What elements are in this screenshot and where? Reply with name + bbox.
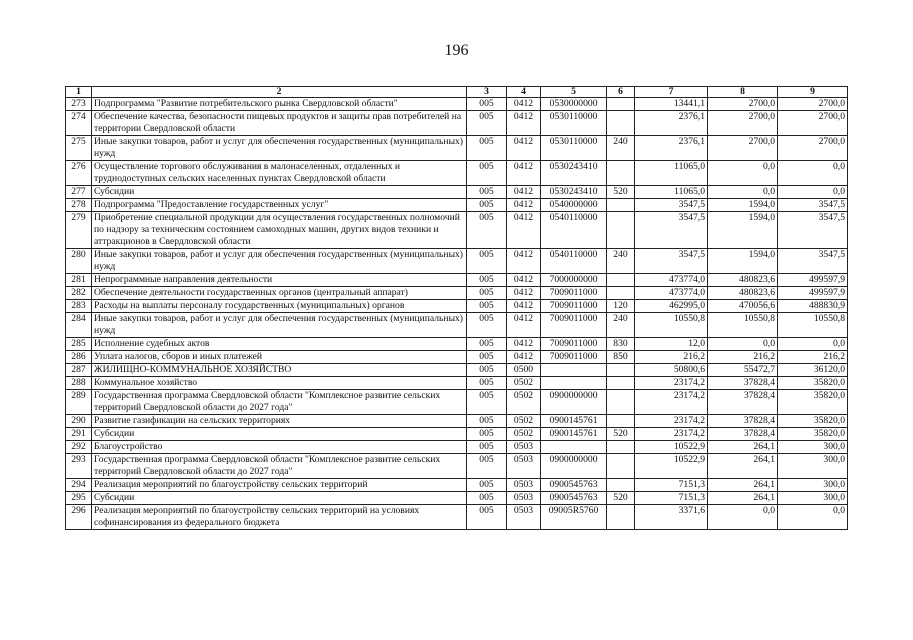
target-article-code: 0900145761 (541, 428, 607, 441)
target-article-code: 7000000000 (541, 274, 607, 287)
table-row (66, 199, 848, 212)
target-article-code: 0540110000 (541, 249, 607, 274)
ministry-code: 005 (467, 249, 507, 274)
amount-year-1: 3547,5 (635, 249, 708, 274)
section-code: 0502 (507, 390, 541, 415)
target-article-code: 7009011000 (541, 351, 607, 364)
table-row (66, 377, 848, 390)
amount-year-1: 3547,5 (635, 212, 708, 249)
amount-year-1: 473774,0 (635, 274, 708, 287)
amount-year-2: 480823,6 (708, 274, 778, 287)
amount-year-3: 300,0 (778, 492, 848, 505)
row-number: 293 (66, 454, 92, 479)
amount-year-2: 37828,4 (708, 428, 778, 441)
target-article-code: 0530110000 (541, 111, 607, 136)
section-code: 0412 (507, 136, 541, 161)
section-code: 0412 (507, 274, 541, 287)
table-row (66, 98, 848, 111)
amount-year-3: 36120,0 (778, 364, 848, 377)
target-article-code: 0900000000 (541, 454, 607, 479)
column-header: 3 (467, 87, 507, 98)
expense-type-code: 240 (607, 136, 635, 161)
amount-year-2: 10550,8 (708, 313, 778, 338)
section-code: 0502 (507, 415, 541, 428)
column-header: 4 (507, 87, 541, 98)
amount-year-1: 10550,8 (635, 313, 708, 338)
row-description: Исполнение судебных актов (92, 338, 467, 351)
column-header: 8 (708, 87, 778, 98)
table-row (66, 111, 848, 136)
amount-year-3: 0,0 (778, 505, 848, 530)
row-number: 276 (66, 161, 92, 186)
target-article-code (541, 441, 607, 454)
row-number: 283 (66, 300, 92, 313)
ministry-code: 005 (467, 351, 507, 364)
table-row (66, 441, 848, 454)
amount-year-1: 7151,3 (635, 479, 708, 492)
section-code: 0503 (507, 454, 541, 479)
expense-type-code (607, 505, 635, 530)
expense-type-code: 240 (607, 249, 635, 274)
amount-year-3: 35820,0 (778, 415, 848, 428)
section-code: 0412 (507, 111, 541, 136)
amount-year-1: 462995,0 (635, 300, 708, 313)
table-row (66, 351, 848, 364)
target-article-code: 0900545763 (541, 492, 607, 505)
row-number: 289 (66, 390, 92, 415)
row-number: 282 (66, 287, 92, 300)
amount-year-3: 488830,9 (778, 300, 848, 313)
row-description: Субсидии (92, 186, 467, 199)
table-header-row (66, 87, 848, 98)
expense-type-code (607, 454, 635, 479)
amount-year-3: 3547,5 (778, 212, 848, 249)
section-code: 0503 (507, 441, 541, 454)
expense-type-code: 830 (607, 338, 635, 351)
ministry-code: 005 (467, 338, 507, 351)
target-article-code: 7009011000 (541, 287, 607, 300)
section-code: 0412 (507, 300, 541, 313)
ministry-code: 005 (467, 441, 507, 454)
ministry-code: 005 (467, 377, 507, 390)
target-article-code: 7009011000 (541, 338, 607, 351)
row-number: 274 (66, 111, 92, 136)
table-row (66, 338, 848, 351)
row-description: Реализация мероприятий по благоустройству сельских территорий на условиях софинансирования из федерального бюджета (92, 505, 467, 530)
amount-year-1: 23174,2 (635, 428, 708, 441)
row-description: Реализация мероприятий по благоустройству сельских территорий (92, 479, 467, 492)
section-code: 0503 (507, 479, 541, 492)
table-row (66, 479, 848, 492)
row-number: 286 (66, 351, 92, 364)
ministry-code: 005 (467, 136, 507, 161)
amount-year-2: 37828,4 (708, 415, 778, 428)
target-article-code: 0540000000 (541, 199, 607, 212)
amount-year-2: 470056,6 (708, 300, 778, 313)
section-code: 0412 (507, 338, 541, 351)
amount-year-1: 2376,1 (635, 111, 708, 136)
ministry-code: 005 (467, 186, 507, 199)
amount-year-1: 23174,2 (635, 377, 708, 390)
table-row (66, 249, 848, 274)
amount-year-3: 35820,0 (778, 390, 848, 415)
ministry-code: 005 (467, 415, 507, 428)
row-description: Иные закупки товаров, работ и услуг для обеспечения государственных (муниципальных) нужд (92, 249, 467, 274)
expense-type-code (607, 98, 635, 111)
ministry-code: 005 (467, 313, 507, 338)
expense-type-code (607, 415, 635, 428)
amount-year-3: 499597,9 (778, 274, 848, 287)
amount-year-1: 12,0 (635, 338, 708, 351)
amount-year-2: 264,1 (708, 441, 778, 454)
table-row (66, 186, 848, 199)
amount-year-1: 10522,9 (635, 441, 708, 454)
table-row (66, 390, 848, 415)
expense-type-code (607, 441, 635, 454)
row-description: Уплата налогов, сборов и иных платежей (92, 351, 467, 364)
section-code: 0500 (507, 364, 541, 377)
amount-year-3: 35820,0 (778, 428, 848, 441)
row-number: 288 (66, 377, 92, 390)
amount-year-2: 0,0 (708, 161, 778, 186)
target-article-code: 0530000000 (541, 98, 607, 111)
table-row (66, 454, 848, 479)
amount-year-2: 37828,4 (708, 390, 778, 415)
target-article-code (541, 364, 607, 377)
section-code: 0412 (507, 249, 541, 274)
row-description: ЖИЛИЩНО-КОММУНАЛЬНОЕ ХОЗЯЙСТВО (92, 364, 467, 377)
amount-year-1: 50800,6 (635, 364, 708, 377)
amount-year-3: 2700,0 (778, 98, 848, 111)
amount-year-2: 2700,0 (708, 98, 778, 111)
column-header: 5 (541, 87, 607, 98)
amount-year-1: 7151,3 (635, 492, 708, 505)
row-number: 295 (66, 492, 92, 505)
ministry-code: 005 (467, 300, 507, 313)
target-article-code: 0530110000 (541, 136, 607, 161)
row-description: Непрограммные направления деятельности (92, 274, 467, 287)
row-description: Осуществление торгового обслуживания в малонаселенных, отдаленных и труднодоступных сельских населенных пунктах Свердловской области (92, 161, 467, 186)
amount-year-1: 13441,1 (635, 98, 708, 111)
target-article-code: 0900000000 (541, 390, 607, 415)
amount-year-1: 2376,1 (635, 136, 708, 161)
target-article-code: 7009011000 (541, 313, 607, 338)
column-header: 1 (66, 87, 92, 98)
amount-year-1: 473774,0 (635, 287, 708, 300)
ministry-code: 005 (467, 479, 507, 492)
target-article-code: 0900145761 (541, 415, 607, 428)
row-number: 275 (66, 136, 92, 161)
row-number: 284 (66, 313, 92, 338)
expense-type-code (607, 390, 635, 415)
amount-year-2: 37828,4 (708, 377, 778, 390)
amount-year-1: 3371,6 (635, 505, 708, 530)
expense-type-code (607, 377, 635, 390)
ministry-code: 005 (467, 428, 507, 441)
amount-year-1: 3547,5 (635, 199, 708, 212)
amount-year-1: 10522,9 (635, 454, 708, 479)
amount-year-2: 480823,6 (708, 287, 778, 300)
row-number: 280 (66, 249, 92, 274)
amount-year-3: 0,0 (778, 338, 848, 351)
row-description: Коммунальное хозяйство (92, 377, 467, 390)
table-row (66, 161, 848, 186)
expense-type-code: 240 (607, 313, 635, 338)
row-number: 290 (66, 415, 92, 428)
row-description: Подпрограмма "Развитие потребительского рынка Свердловской области" (92, 98, 467, 111)
table-row (66, 136, 848, 161)
amount-year-3: 3547,5 (778, 199, 848, 212)
section-code: 0412 (507, 186, 541, 199)
amount-year-2: 2700,0 (708, 136, 778, 161)
row-description: Благоустройство (92, 441, 467, 454)
row-description: Иные закупки товаров, работ и услуг для обеспечения государственных (муниципальных) нужд (92, 313, 467, 338)
target-article-code (541, 377, 607, 390)
ministry-code: 005 (467, 161, 507, 186)
ministry-code: 005 (467, 111, 507, 136)
page-number: 196 (444, 42, 469, 59)
amount-year-3: 2700,0 (778, 136, 848, 161)
section-code: 0412 (507, 351, 541, 364)
section-code: 0412 (507, 161, 541, 186)
target-article-code: 0900545763 (541, 479, 607, 492)
row-description: Расходы на выплаты персоналу государственных (муниципальных) органов (92, 300, 467, 313)
budget-table (65, 86, 848, 530)
expense-type-code (607, 364, 635, 377)
target-article-code: 09005R5760 (541, 505, 607, 530)
table-row (66, 300, 848, 313)
table-row (66, 415, 848, 428)
section-code: 0502 (507, 428, 541, 441)
amount-year-3: 2700,0 (778, 111, 848, 136)
ministry-code: 005 (467, 98, 507, 111)
ministry-code: 005 (467, 212, 507, 249)
section-code: 0412 (507, 287, 541, 300)
amount-year-2: 2700,0 (708, 111, 778, 136)
column-header: 7 (635, 87, 708, 98)
ministry-code: 005 (467, 492, 507, 505)
table-row (66, 364, 848, 377)
row-description: Субсидии (92, 492, 467, 505)
target-article-code: 0530243410 (541, 186, 607, 199)
amount-year-2: 264,1 (708, 479, 778, 492)
row-description: Обеспечение деятельности государственных органов (центральный аппарат) (92, 287, 467, 300)
ministry-code: 005 (467, 364, 507, 377)
amount-year-3: 499597,9 (778, 287, 848, 300)
row-number: 294 (66, 479, 92, 492)
row-number: 279 (66, 212, 92, 249)
amount-year-3: 3547,5 (778, 249, 848, 274)
row-number: 296 (66, 505, 92, 530)
row-number: 273 (66, 98, 92, 111)
amount-year-3: 300,0 (778, 454, 848, 479)
row-description: Приобретение специальной продукции для осуществления государственных полномочий по надзору за техническим состоянием самоходных машин, других видов техники и аттракционов в Свердловской области (92, 212, 467, 249)
column-header: 6 (607, 87, 635, 98)
table-row (66, 313, 848, 338)
expense-type-code (607, 161, 635, 186)
amount-year-2: 264,1 (708, 454, 778, 479)
table-row (66, 212, 848, 249)
column-header: 9 (778, 87, 848, 98)
amount-year-3: 0,0 (778, 186, 848, 199)
row-description: Обеспечение качества, безопасности пищевых продуктов и защиты прав потребителей на территории Свердловской области (92, 111, 467, 136)
amount-year-1: 11065,0 (635, 161, 708, 186)
amount-year-2: 0,0 (708, 186, 778, 199)
expense-type-code (607, 479, 635, 492)
amount-year-3: 35820,0 (778, 377, 848, 390)
row-description: Государственная программа Свердловской области "Комплексное развитие сельских территорий Свердловской области до 2027 года" (92, 454, 467, 479)
row-number: 285 (66, 338, 92, 351)
amount-year-1: 216,2 (635, 351, 708, 364)
amount-year-3: 300,0 (778, 441, 848, 454)
target-article-code: 0530243410 (541, 161, 607, 186)
target-article-code: 0540110000 (541, 212, 607, 249)
ministry-code: 005 (467, 390, 507, 415)
row-description: Субсидии (92, 428, 467, 441)
section-code: 0502 (507, 377, 541, 390)
row-number: 277 (66, 186, 92, 199)
row-number: 287 (66, 364, 92, 377)
expense-type-code (607, 212, 635, 249)
section-code: 0412 (507, 98, 541, 111)
section-code: 0412 (507, 212, 541, 249)
row-description: Иные закупки товаров, работ и услуг для обеспечения государственных (муниципальных) нужд (92, 136, 467, 161)
table-row (66, 287, 848, 300)
table-row (66, 505, 848, 530)
amount-year-2: 0,0 (708, 505, 778, 530)
ministry-code: 005 (467, 199, 507, 212)
row-description: Государственная программа Свердловской области "Комплексное развитие сельских территорий Свердловской области до 2027 года" (92, 390, 467, 415)
row-number: 281 (66, 274, 92, 287)
expense-type-code (607, 287, 635, 300)
row-number: 291 (66, 428, 92, 441)
amount-year-3: 216,2 (778, 351, 848, 364)
amount-year-2: 0,0 (708, 338, 778, 351)
amount-year-2: 1594,0 (708, 199, 778, 212)
amount-year-2: 264,1 (708, 492, 778, 505)
amount-year-2: 55472,7 (708, 364, 778, 377)
expense-type-code: 520 (607, 186, 635, 199)
amount-year-2: 1594,0 (708, 249, 778, 274)
amount-year-2: 216,2 (708, 351, 778, 364)
section-code: 0412 (507, 313, 541, 338)
amount-year-3: 0,0 (778, 161, 848, 186)
expense-type-code: 850 (607, 351, 635, 364)
row-number: 292 (66, 441, 92, 454)
amount-year-3: 300,0 (778, 479, 848, 492)
expense-type-code: 520 (607, 492, 635, 505)
amount-year-3: 10550,8 (778, 313, 848, 338)
row-number: 278 (66, 199, 92, 212)
expense-type-code (607, 274, 635, 287)
expense-type-code: 120 (607, 300, 635, 313)
table-row (66, 274, 848, 287)
ministry-code: 005 (467, 287, 507, 300)
amount-year-1: 23174,2 (635, 390, 708, 415)
section-code: 0503 (507, 505, 541, 530)
target-article-code: 7009011000 (541, 300, 607, 313)
ministry-code: 005 (467, 505, 507, 530)
row-description: Подпрограмма "Предоставление государственных услуг" (92, 199, 467, 212)
ministry-code: 005 (467, 274, 507, 287)
section-code: 0503 (507, 492, 541, 505)
amount-year-1: 23174,2 (635, 415, 708, 428)
table-row (66, 492, 848, 505)
expense-type-code (607, 199, 635, 212)
row-description: Развитие газификации на сельских территориях (92, 415, 467, 428)
column-header: 2 (92, 87, 467, 98)
amount-year-1: 11065,0 (635, 186, 708, 199)
ministry-code: 005 (467, 454, 507, 479)
expense-type-code (607, 111, 635, 136)
expense-type-code: 520 (607, 428, 635, 441)
amount-year-2: 1594,0 (708, 212, 778, 249)
table-row (66, 428, 848, 441)
section-code: 0412 (507, 199, 541, 212)
